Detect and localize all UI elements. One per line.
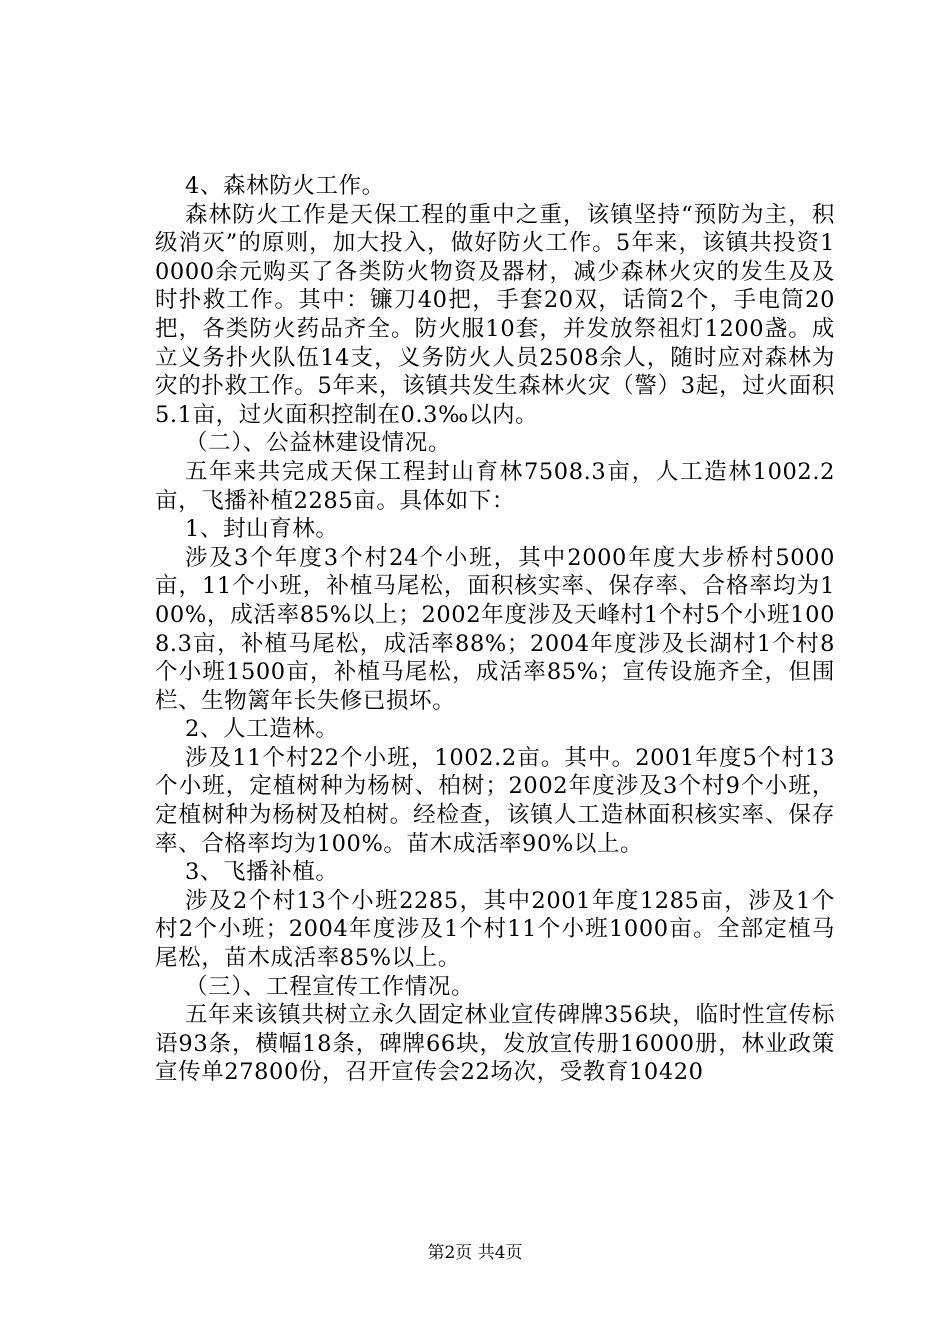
section-heading-public-forest: （二）、公益林建设情况。 xyxy=(185,430,451,457)
document-body xyxy=(155,172,835,1087)
paragraph-artificial-forestation: 涉及11个村22个小班，1002.2亩。其中。2001年度5个村13个小班，定植树种为杨树、柏树；2002年度涉及3个村9个小班，定植树种为杨树及柏树。经检查，该镇人工造林面积核实率、保存率、合格率均为100%。苗木成活率90%以上。 xyxy=(155,744,835,857)
paragraph-mountain-closure: 涉及3个年度3个村24个小班，其中2000年度大步桥村5000亩，11个小班，补植马尾松，面积核实率、保存率、合格率均为100%，成活率85%以上；2002年度涉及天峰村1个村5个小班1008.3亩，补植马尾松，成活率88%；2004年度涉及长湖村1个村8个小班1500亩，补植马尾松，成活率85%；宣传设施齐全，但围栏、生物篱年长失修已损坏。 xyxy=(155,544,835,714)
section-heading-publicity: （三）、工程宣传工作情况。 xyxy=(185,973,475,1000)
subheading-mountain-closure: 1、封山育林。 xyxy=(185,516,339,543)
paragraph-public-forest-summary: 五年来共完成天保工程封山育林7508.3亩，人工造林1002.2亩，飞播补植2285亩。具体如下： xyxy=(155,458,835,514)
subheading-artificial-forestation: 2、人工造林。 xyxy=(185,716,339,743)
subheading-aerial-seeding: 3、飞播补植。 xyxy=(185,859,339,886)
paragraph-publicity: 五年来该镇共树立永久固定林业宣传碑牌356块，临时性宣传标语93条，横幅18条，碑牌66块，发放宣传册16000册，林业政策宣传单27800份，召开宣传会22场次，受教育10420 xyxy=(155,1002,835,1086)
paragraph-aerial-seeding: 涉及2个村13个小班2285，其中2001年度1285亩，涉及1个村2个小班；2004年度涉及1个村11个小班1000亩。全部定植马尾松，苗木成活率85%以上。 xyxy=(155,887,835,972)
section-heading-fire-prevention: 4、森林防火工作。 xyxy=(185,173,385,199)
paragraph-fire-prevention: 森林防火工作是天保工程的重中之重，该镇坚持“预防为主，积级消灭”的原则，加大投入，做好防火工作。5年来，该镇共投资10000余元购买了各类防火物资及器材，减少森林火灾的发生及及时扑救工作。其中：镰刀40把，手套20双，话筒2个，手电筒20把，各类防火药品齐全。防火服10套，并发放祭祖灯1200盏。成立义务扑火队伍14支，义务防火人员2508余人，随时应对森林为灾的扑救工作。5年来，该镇共发生森林火灾（警）3起，过火面积5.1亩，过火面积控制在0.3‰以内。 xyxy=(155,201,835,428)
page-number-footer: 第2页 共4页 xyxy=(427,1243,523,1263)
